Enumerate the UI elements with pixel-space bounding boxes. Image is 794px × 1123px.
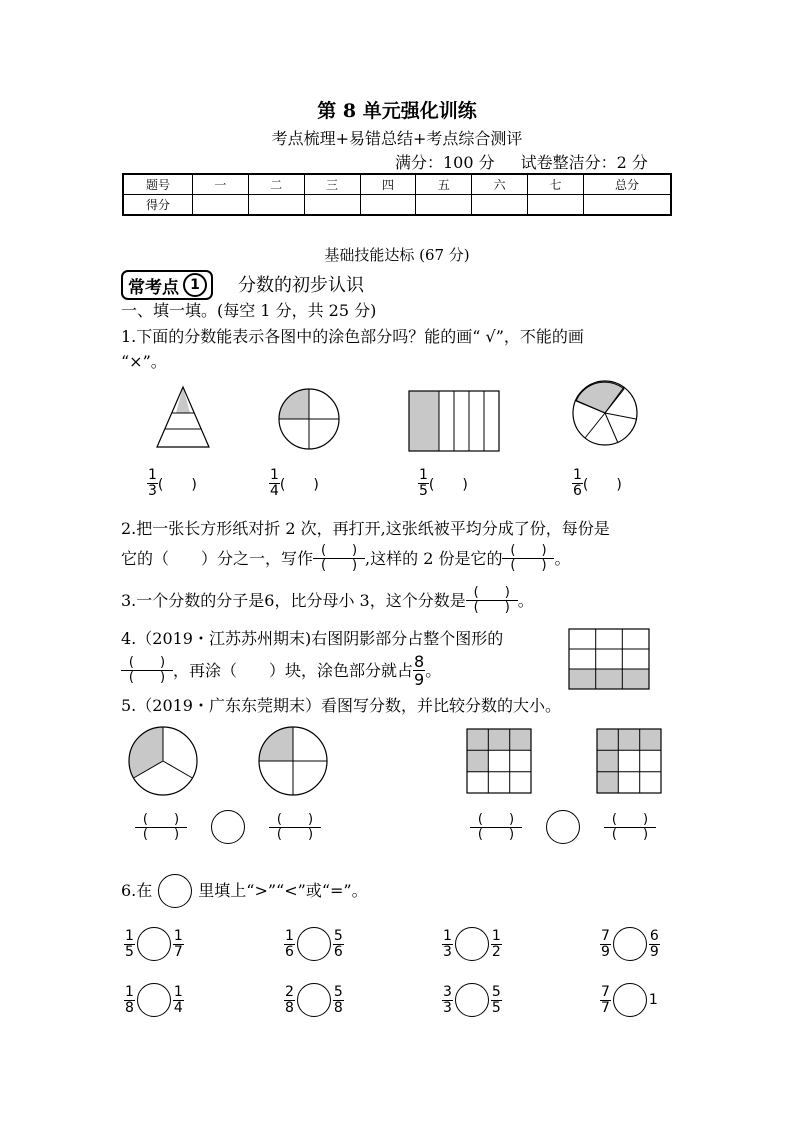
grid-shaded-row: [569, 669, 649, 689]
fraction: [491, 985, 502, 1016]
blank-numerator[interactable]: ( ): [473, 585, 510, 600]
denominator: 4: [173, 999, 183, 1016]
circle-quarters-figure: [276, 386, 342, 452]
q6-text-b: 里填上“>”“<”或“=”。: [198, 881, 368, 900]
score-value-row: [123, 195, 671, 216]
numerator: 1: [125, 983, 134, 1000]
q2-text: 2.把一张长方形纸对折 2 次，再打开,这张纸被平均分成了份，每份是: [121, 519, 610, 538]
rectangle-strips-figure: [407, 389, 501, 453]
q3-text: 3.一个分数的分子是6，比分母小 3，这个分数是: [121, 590, 466, 610]
blank-denominator[interactable]: ( ): [320, 558, 358, 573]
fraction: [173, 985, 184, 1016]
q4-text-b1: ，再涂（ ）块，涂色部分就占: [173, 660, 414, 680]
blank-denominator[interactable]: ( ): [142, 826, 180, 842]
q5-text: 5.（2019・广东东莞期末）看图写分数，并比较分数的大小。: [121, 696, 561, 715]
q5-compare-left: [135, 810, 321, 844]
circle-line: [605, 413, 618, 443]
blank-denominator[interactable]: ( ): [477, 826, 515, 842]
score-cell: 七: [528, 174, 584, 195]
blank-numerator[interactable]: ( ): [320, 543, 358, 558]
score-cell: 总分: [584, 174, 672, 195]
circle-line: [585, 413, 605, 438]
section-title: 基础技能达标 (67 分): [324, 246, 470, 264]
q6-line: [121, 874, 368, 908]
q6-item: [600, 983, 658, 1017]
fraction: [284, 929, 295, 960]
blank-fraction[interactable]: [470, 813, 522, 842]
numerator: 2: [285, 983, 294, 1000]
q6-item: [600, 927, 660, 961]
denominator: 9: [601, 943, 610, 960]
q6-item: [124, 983, 184, 1017]
q2-line2: [121, 544, 570, 573]
denominator: 3: [443, 943, 452, 960]
page-title: 第 8 单元强化训练: [317, 100, 477, 122]
denominator: 5: [125, 943, 134, 960]
denominator: 8: [333, 999, 343, 1016]
score-info: [395, 150, 674, 173]
grid-squares-figure-1: [465, 727, 533, 795]
circle-uneven-figure: [566, 374, 644, 452]
q1-answer-1: [147, 468, 197, 499]
fraction: [442, 985, 453, 1016]
blank-denominator[interactable]: ( ): [128, 670, 166, 685]
grid-shaded-cells: [467, 750, 488, 771]
denominator: 9: [649, 943, 659, 960]
blank-fraction[interactable]: [121, 656, 173, 685]
score-input[interactable]: [584, 195, 672, 216]
full-score: 满分：100 分: [395, 153, 495, 172]
numerator: 7: [601, 927, 610, 944]
score-input[interactable]: [193, 195, 249, 216]
denominator: 3: [443, 999, 452, 1016]
q6-item: [442, 983, 502, 1017]
q4-text-b2: 。: [425, 660, 442, 680]
key-point-label: 常考点: [128, 277, 179, 298]
q6-item: [284, 983, 344, 1017]
q1-answer-2: [269, 468, 319, 499]
numerator: 1: [173, 927, 183, 944]
score-cell: 题号: [123, 174, 193, 195]
denominator: 6: [573, 483, 582, 499]
numerator: 3: [443, 983, 452, 1000]
circle-line: [163, 761, 192, 778]
denominator: 7: [173, 943, 183, 960]
score-header-row: [123, 174, 671, 195]
q1-answer-4: [572, 468, 622, 499]
compare-circle[interactable]: [137, 927, 171, 961]
denominator: 3: [148, 483, 157, 499]
whole-number: 1: [648, 992, 658, 1008]
blank-numerator[interactable]: ( ): [128, 655, 166, 670]
score-input[interactable]: [472, 195, 528, 216]
denominator: 5: [419, 483, 428, 499]
numerator: 6: [649, 927, 659, 944]
numerator: 1: [573, 467, 582, 483]
fraction: [418, 468, 429, 499]
circle-thirds-figure: [126, 724, 200, 798]
fraction: [269, 468, 280, 499]
circle-quarters-figure-2: [256, 724, 330, 798]
q3-text-b: 。: [517, 590, 534, 610]
q4-text: 4.（2019・江苏苏州期末)右图阴影部分占整个图形的: [121, 629, 504, 648]
denominator: 2: [491, 943, 501, 960]
fraction: [333, 929, 344, 960]
grid-shaded-cells: [597, 772, 618, 793]
q6-item: [442, 927, 502, 961]
q5-compare-right: [470, 810, 656, 844]
blank-denominator[interactable]: ( ): [473, 600, 510, 615]
denominator: 6: [285, 943, 294, 960]
key-point-number: 1: [183, 273, 207, 297]
compare-circle[interactable]: [613, 983, 647, 1017]
fraction: [333, 985, 344, 1016]
fraction: [147, 468, 158, 499]
compare-circle[interactable]: [455, 927, 489, 961]
denominator: 8: [125, 999, 134, 1016]
score-input[interactable]: [528, 195, 584, 216]
q6-item: [284, 927, 344, 961]
numerator: 5: [491, 983, 501, 1000]
compare-circle[interactable]: [613, 927, 647, 961]
score-input[interactable]: [248, 195, 304, 216]
score-cell: 三: [304, 174, 360, 195]
blank-denominator[interactable]: ( ): [510, 558, 547, 573]
numerator: 1: [173, 983, 183, 1000]
numerator: 7: [601, 983, 610, 1000]
denominator: 4: [270, 483, 279, 499]
grid-squares-figure-2: [595, 727, 663, 795]
part1-heading: 一、填一填。(每空 1 分，共 25 分): [121, 301, 377, 320]
numerator: 1: [419, 467, 428, 483]
compare-circle[interactable]: [455, 983, 489, 1017]
numerator: 1: [443, 927, 452, 944]
blank-fraction[interactable]: [269, 813, 321, 842]
circle-line: [605, 413, 636, 419]
grid-shaded-cells: [467, 729, 531, 750]
fraction: [600, 985, 611, 1016]
denominator: 6: [333, 943, 343, 960]
key-point-badge: [121, 270, 213, 300]
score-cell: 五: [416, 174, 472, 195]
q2-text-b3: 。: [554, 548, 571, 568]
q6-item: [124, 927, 184, 961]
fraction: [442, 929, 453, 960]
score-input[interactable]: [304, 195, 360, 216]
blank-denominator[interactable]: ( ): [276, 826, 314, 842]
fraction: [572, 468, 583, 499]
fraction: [491, 929, 502, 960]
compare-circle[interactable]: [297, 927, 331, 961]
denominator: 7: [601, 999, 610, 1016]
answer-blank[interactable]: ( ): [157, 476, 197, 493]
score-input[interactable]: [416, 195, 472, 216]
grid-shaded-cells: [597, 729, 661, 750]
fraction: [124, 929, 135, 960]
blank-numerator[interactable]: ( ): [611, 811, 649, 827]
score-input[interactable]: [360, 195, 416, 216]
q4-line2: [121, 653, 441, 688]
score-cell: 六: [472, 174, 528, 195]
score-table: [122, 173, 672, 216]
denominator: 8: [285, 999, 294, 1016]
grid-3x3-figure: [567, 627, 651, 691]
q1-answer-3: [418, 468, 468, 499]
blank-numerator[interactable]: ( ): [276, 811, 314, 827]
triangle-shaded-part: [176, 387, 190, 413]
score-cell: 一: [193, 174, 249, 195]
numerator: 1: [285, 927, 294, 944]
rect-shaded-strip: [409, 391, 439, 451]
answer-blank[interactable]: ( ): [428, 476, 468, 493]
compare-circle[interactable]: [211, 810, 245, 844]
q2-text-b2: ,这样的 2 份是它的: [365, 548, 503, 568]
q2-text-b1: 它的（ ）分之一，写作: [121, 548, 314, 568]
compare-circle[interactable]: [137, 983, 171, 1017]
blank-fraction[interactable]: [502, 544, 554, 573]
triangle-figure: [150, 383, 216, 451]
compare-circle[interactable]: [546, 810, 580, 844]
answer-blank[interactable]: ( ): [279, 476, 319, 493]
neat-score: 试卷整洁分：2 分: [520, 153, 648, 172]
q6-text-a: 6.在: [121, 881, 153, 900]
numerator: 1: [148, 467, 157, 483]
numerator: 1: [491, 927, 501, 944]
grid-shaded-cells: [597, 750, 618, 771]
numerator: 1: [270, 467, 279, 483]
example-circle: [158, 874, 192, 908]
fraction: [649, 929, 660, 960]
q3-line: [121, 586, 534, 615]
numerator: 5: [333, 983, 343, 1000]
fraction: [413, 653, 425, 688]
page-subtitle: 考点梳理+易错总结+考点综合测评: [271, 129, 523, 148]
fraction: [600, 929, 611, 960]
answer-blank[interactable]: ( ): [582, 476, 622, 493]
score-label: 得分: [123, 195, 193, 216]
fraction: [284, 985, 295, 1016]
numerator: 5: [333, 927, 343, 944]
blank-fraction[interactable]: [466, 586, 518, 615]
blank-numerator[interactable]: ( ): [477, 811, 515, 827]
fraction: [173, 929, 184, 960]
denominator: 9: [414, 670, 425, 689]
q1-text: 1.下面的分数能表示各图中的涂色部分吗？能的画“ √”，不能的画: [121, 327, 584, 346]
key-point-title: 分数的初步认识: [238, 275, 364, 296]
score-cell: 四: [360, 174, 416, 195]
blank-numerator[interactable]: ( ): [510, 543, 547, 558]
blank-fraction[interactable]: [313, 544, 365, 573]
denominator: 5: [491, 999, 501, 1016]
numerator: 8: [414, 652, 425, 671]
q1-text-2: “×”。: [121, 352, 167, 371]
compare-circle[interactable]: [297, 983, 331, 1017]
blank-fraction[interactable]: [604, 813, 656, 842]
score-cell: 二: [248, 174, 304, 195]
fraction: [124, 985, 135, 1016]
blank-numerator[interactable]: ( ): [142, 811, 180, 827]
numerator: 1: [125, 927, 134, 944]
blank-fraction[interactable]: [135, 813, 187, 842]
blank-denominator[interactable]: ( ): [611, 826, 649, 842]
